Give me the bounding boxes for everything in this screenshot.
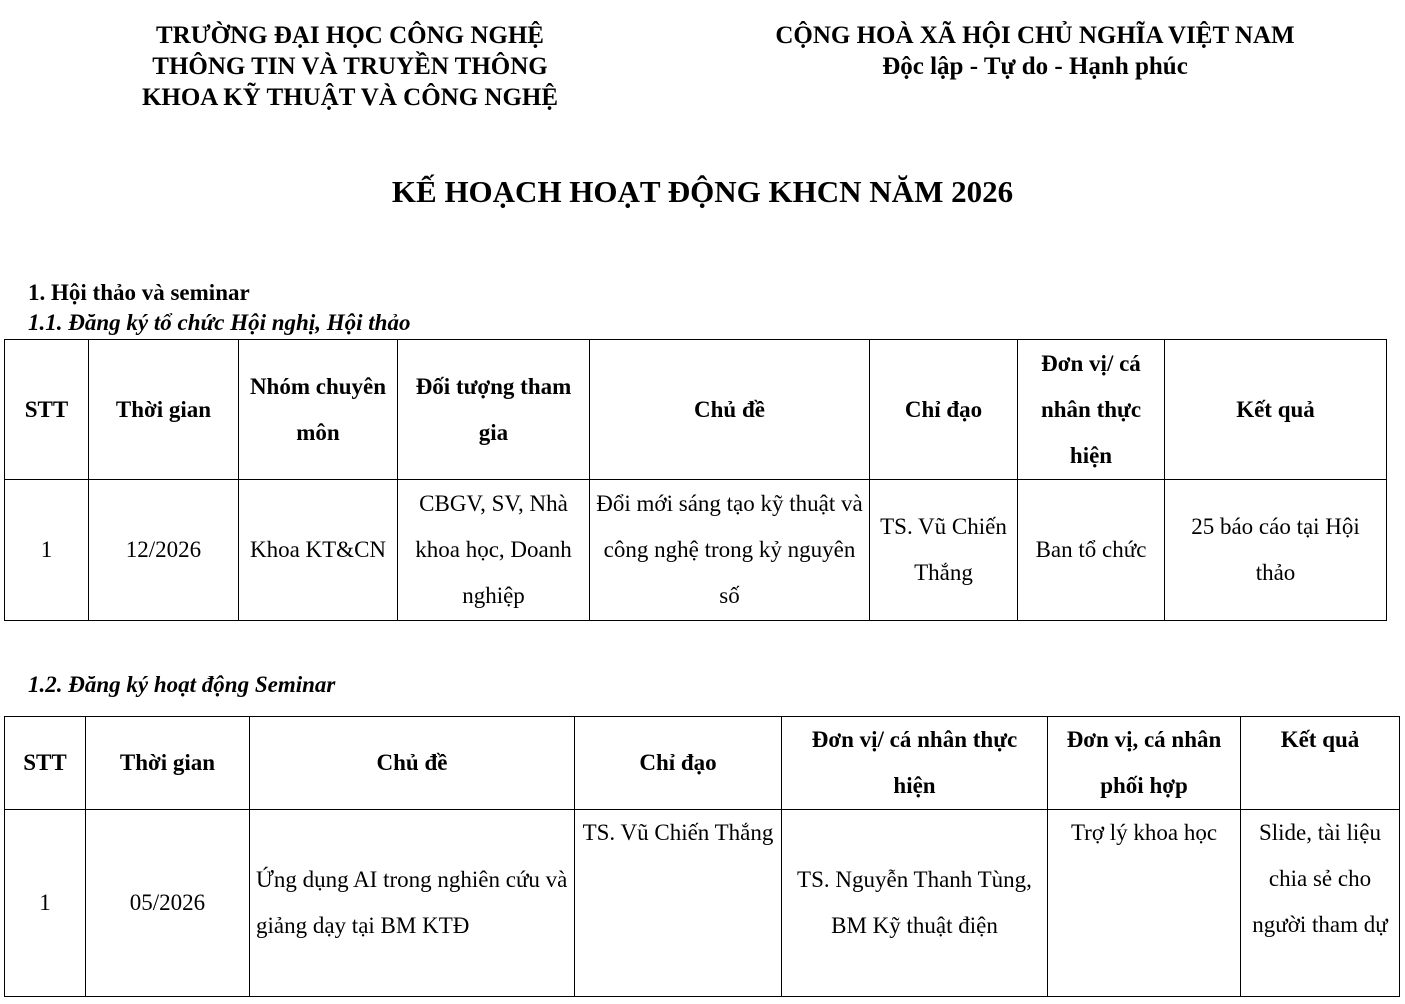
col-header-stt: STT (5, 717, 86, 810)
cell-executor: TS. Nguyễn Thanh Tùng, BM Kỹ thuật điện (782, 810, 1048, 997)
cell-result: Slide, tài liệu chia sẻ cho người tham dự (1241, 810, 1400, 997)
col-header-group: Nhóm chuyên môn (239, 340, 398, 480)
section-1-1-heading: 1.1. Đăng ký tổ chức Hội nghị, Hội thảo (28, 310, 411, 335)
national-motto: Độc lập - Tự do - Hạnh phúc (882, 53, 1188, 80)
seminar-table (4, 716, 1400, 997)
cell-executor: Ban tổ chức (1018, 480, 1165, 621)
col-header-result: Kết quả (1165, 340, 1387, 480)
col-header-topic: Chủ đề (590, 340, 870, 480)
institution-line-1: TRƯỜNG ĐẠI HỌC CÔNG NGHỆ (156, 22, 544, 49)
table-row (5, 810, 1400, 997)
cell-time: 12/2026 (89, 480, 239, 621)
cell-stt: 1 (5, 480, 89, 621)
cell-stt: 1 (5, 810, 86, 997)
national-header (720, 20, 1350, 82)
document-title: KẾ HOẠCH HOẠT ĐỘNG KHCN NĂM 2026 (391, 174, 1014, 209)
col-header-coordinator: Đơn vị, cá nhân phối hợp (1048, 717, 1241, 810)
cell-result: 25 báo cáo tại Hội thảo (1165, 480, 1387, 621)
institution-line-2: THÔNG TIN VÀ TRUYỀN THÔNG (152, 53, 548, 80)
cell-director: TS. Vũ Chiến Thắng (575, 810, 782, 997)
institution-line-3: KHOA KỸ THUẬT VÀ CÔNG NGHỆ (141, 84, 559, 111)
col-header-executor: Đơn vị/ cá nhân thực hiện (1018, 340, 1165, 480)
col-header-participants: Đối tượng tham gia (398, 340, 590, 480)
cell-time: 05/2026 (86, 810, 250, 997)
institution-header (95, 20, 605, 113)
col-header-stt: STT (5, 340, 89, 480)
col-header-director: Chỉ đạo (870, 340, 1018, 480)
col-header-result: Kết quả (1241, 717, 1400, 810)
table-row (5, 480, 1387, 621)
section-1-2-heading: 1.2. Đăng ký hoạt động Seminar (28, 672, 336, 697)
table-header-row (5, 340, 1387, 480)
col-header-time: Thời gian (89, 340, 239, 480)
cell-group: Khoa KT&CN (239, 480, 398, 621)
cell-topic: Ứng dụng AI trong nghiên cứu và giảng dạy tại BM KTĐ (250, 810, 575, 997)
table-header-row (5, 717, 1400, 810)
col-header-executor: Đơn vị/ cá nhân thực hiện (782, 717, 1048, 810)
conference-table (4, 339, 1387, 621)
cell-participants: CBGV, SV, Nhà khoa học, Doanh nghiệp (398, 480, 590, 621)
col-header-time: Thời gian (86, 717, 250, 810)
cell-director: TS. Vũ Chiến Thắng (870, 480, 1018, 621)
col-header-topic: Chủ đề (250, 717, 575, 810)
cell-coordinator: Trợ lý khoa học (1048, 810, 1241, 997)
section-1-heading: 1. Hội thảo và seminar (28, 280, 250, 305)
national-title: CỘNG HOÀ XÃ HỘI CHỦ NGHĨA VIỆT NAM (775, 22, 1295, 49)
col-header-director: Chỉ đạo (575, 717, 782, 810)
cell-topic: Đổi mới sáng tạo kỹ thuật và công nghệ trong kỷ nguyên số (590, 480, 870, 621)
